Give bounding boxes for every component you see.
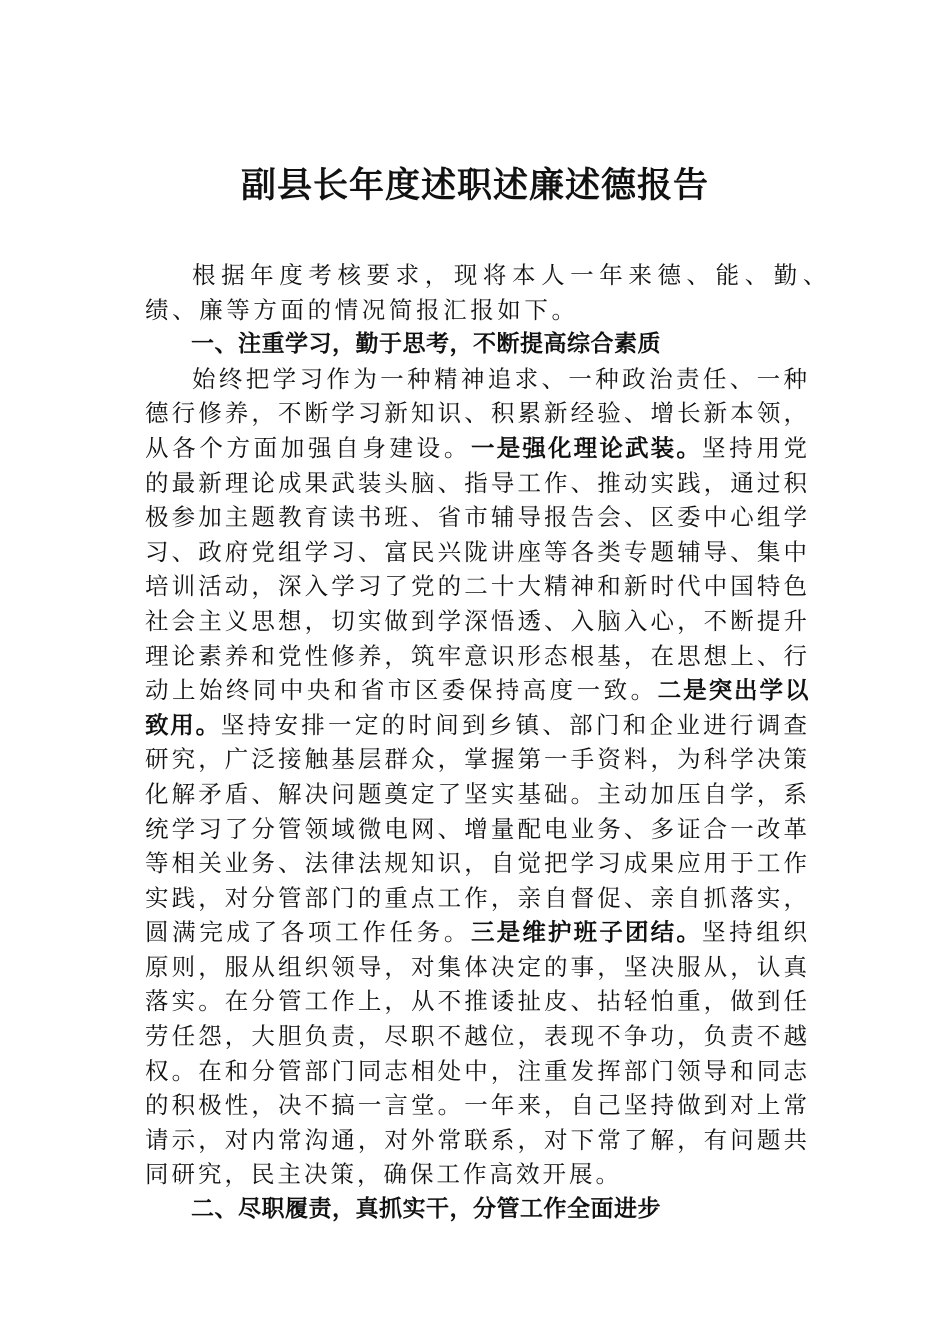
point-1-text: 坚持用党的最新理论成果武装头脑、指导工作、推动实践，通过积极参加主题教育读书班、省市辅导报告会、区委中心组学习、政府党组学习、富民兴陇讲座等各类专题辅导、集中培训活动，深入学习了党的二十大精神和新时代中国特色社会主义思想，切实做到学深悟透、入脑入心，不断提升理论素养和党性修养，筑牢意识形态根基，在思想上、行动上始终同中央和省市区委保持高度一致。 [145, 433, 811, 705]
document-body [145, 258, 830, 1227]
point-3-title: 三是维护班子团结。 [471, 918, 702, 947]
point-3-text: 坚持组织原则，服从组织领导，对集体决定的事，坚决服从，认真落实。在分管工作上，从不推诿扯皮、拈轻怕重，做到任劳任怨，大胆负责，尽职不越位，表现不争功，负责不越权。在和分管部门同志相处中，注重发挥部门领导和同志的积极性，决不搞一言堂。一年来，自己坚持做到对上常请示，对内常沟通，对外常联系，对下常了解，有问题共同研究，民主决策，确保工作高效开展。 [145, 918, 811, 1189]
section-1-lead-text: 始终把学习作为一种精神追求、一种政治责任、一种德行修养，不断学习新知识、积累新经验、增长新本领，从各个方面加强自身建设。 [145, 364, 810, 462]
section-1-heading: 一、注重学习，勤于思考，不断提高综合素质 [191, 331, 661, 358]
point-2-title: 二是突出学以致用。 [145, 676, 811, 739]
section-2-heading: 二、尽职履责，真抓实干，分管工作全面进步 [191, 1196, 661, 1223]
document-title: 副县长年度述职述廉述德报告 [240, 165, 709, 206]
point-2-text: 坚持安排一定的时间到乡镇、部门和企业进行调查研究，广泛接触基层群众，掌握第一手资料，为科学决策化解矛盾、解决问题奠定了坚实基础。主动加压自学，系统学习了分管领域微电网、增量配电业务、多证合一改革等相关业务、法律法规知识，自觉把学习成果应用于工作实践，对分管部门的重点工作，亲自督促、亲自抓落实，圆满完成了各项工作任务。 [145, 710, 810, 947]
intro-paragraph: 根据年度考核要求，现将本人一年来德、能、勤、绩、廉等方面的情况简报汇报如下。 [145, 261, 830, 324]
section-1-paragraph [145, 362, 810, 1192]
point-1-title: 一是强化理论武装。 [471, 433, 702, 462]
